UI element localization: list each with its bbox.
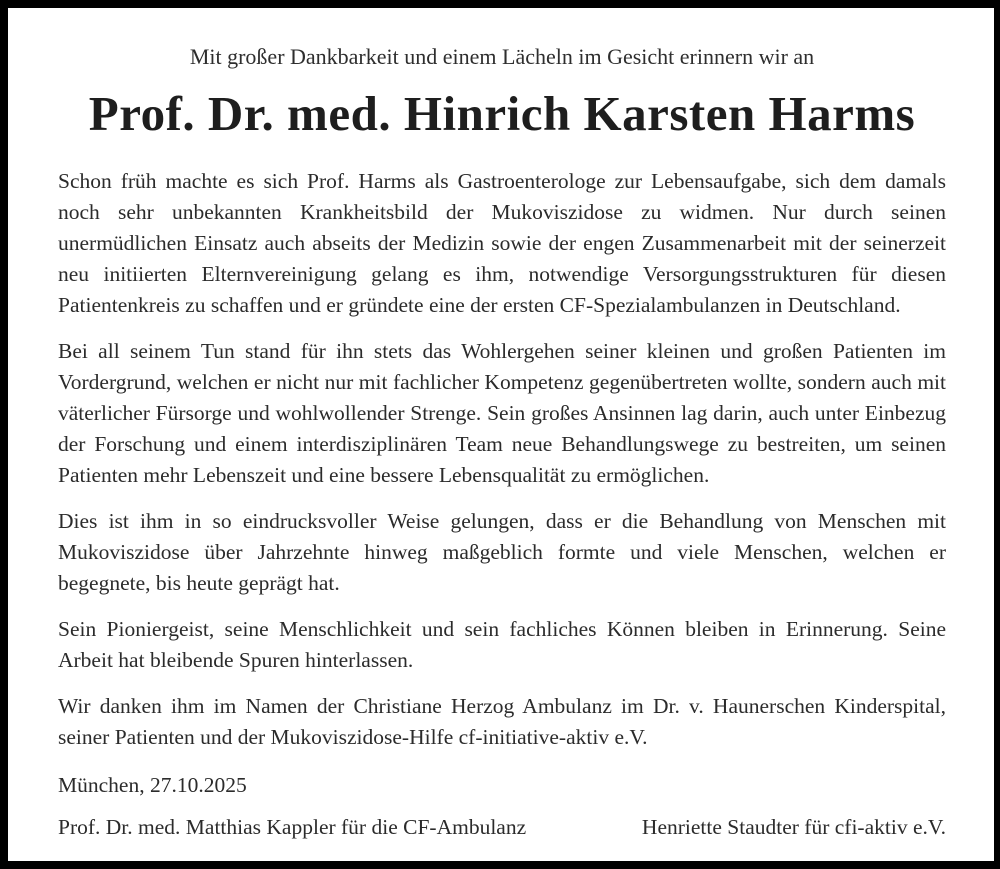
- deceased-name-title: Prof. Dr. med. Hinrich Karsten Harms: [88, 86, 916, 141]
- paragraph-remembrance: Sein Pioniergeist, seine Menschlichkeit und sein fachliches Können bleiben in Erinnerung. Seine Arbeit hat bleibende Spuren hinterlassen.: [58, 617, 946, 672]
- paragraph-legacy: Dies ist ihm in so eindrucksvoller Weise gelungen, dass er die Behandlung von Menschen mit Mukoviszidose über Jahrzehnte hinweg maßgeblich formte und viele Menschen, welchen er begegnete, bis heute geprägt hat.: [58, 509, 946, 595]
- paragraph-thanks: Wir danken ihm im Namen der Christiane Herzog Ambulanz im Dr. v. Haunerschen Kinderspital, seiner Patienten und der Mukoviszidose-Hilfe cf-initiative-aktiv e.V.: [58, 694, 946, 749]
- signature-cfi-aktiv: Henriette Staudter für cfi-aktiv e.V.: [641, 815, 946, 839]
- signature-row: [58, 812, 946, 843]
- signature-cf-ambulanz: Prof. Dr. med. Matthias Kappler für die CF-Ambulanz: [58, 815, 527, 839]
- paragraph-career: Schon früh machte es sich Prof. Harms als Gastroenterologe zur Lebensaufgabe, sich dem damals noch sehr unbekannten Krankheitsbild der Mukoviszidose zu widmen. Nur durch seinen unermüdlichen Einsatz auch abseits der Medizin sowie der engen Zusammenarbeit mit der seinerzeit neu initiierten Elternvereinigung gelang es ihm, notwendige Versorgungsstrukturen für diesen Patientenkreis zu schaffen und er gründete eine der ersten CF-Spezialambulanzen in Deutschland.: [58, 169, 946, 317]
- intro-line: Mit großer Dankbarkeit und einem Lächeln im Gesicht erinnern wir an: [189, 44, 815, 69]
- obituary-page: [8, 8, 994, 861]
- paragraph-patients: Bei all seinem Tun stand für ihn stets das Wohlergehen seiner kleinen und großen Patienten im Vordergrund, welchen er nicht nur mit fachlicher Kompetenz gegenübertreten wollte, sondern auch mit väterlicher Fürsorge und wohlwollender Strenge. Sein großes Ansinnen lag darin, auch unter Einbezug der Forschung und einem interdisziplinären Team neue Behandlungswege zu bestreiten, um seinen Patienten mehr Lebenszeit und eine bessere Lebensqualität zu ermöglichen.: [58, 339, 946, 487]
- place-and-date: München, 27.10.2025: [58, 773, 247, 797]
